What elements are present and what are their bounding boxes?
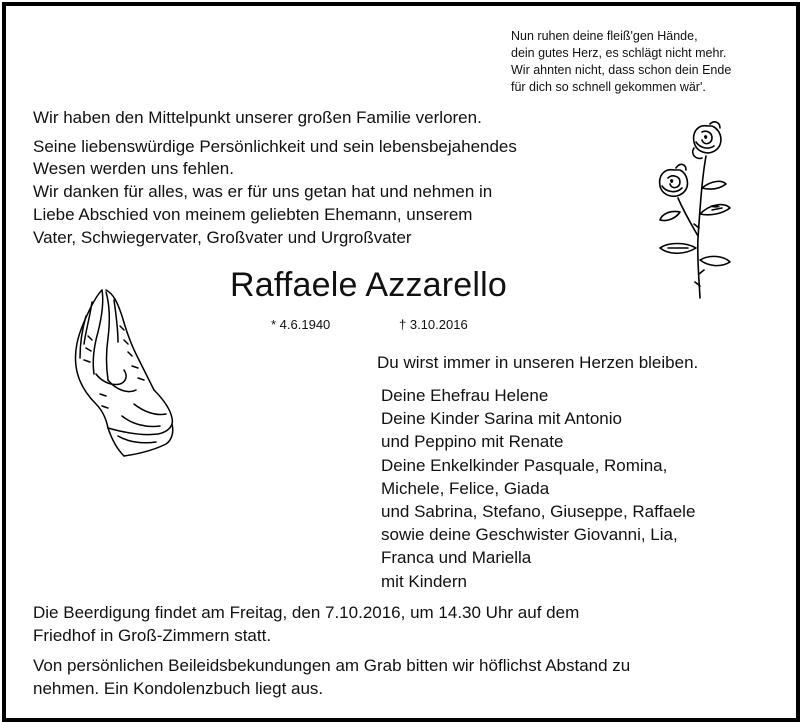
family-line: Deine Kinder Sarina mit Antonio [381,409,622,429]
intro-line-3: Wesen werden uns fehlen. [33,159,234,178]
family-list [381,384,695,593]
motto: Du wirst immer in unseren Herzen bleiben. [377,353,699,372]
family-line: Deine Ehefrau Helene [381,386,549,405]
family-line: und Sabrina, Stefano, Giuseppe, Raffaele [381,502,696,522]
praying-hands-icon [62,286,182,458]
poem [511,28,731,96]
funeral-line-1: Die Beerdigung findet am Freitag, den 7.10.2016, um 14.30 Uhr auf dem [33,603,580,622]
funeral-line-2: Friedhof in Groß-Zimmern statt. [33,626,272,645]
intro-line-6: Vater, Schwiegervater, Großvater und Urgroßvater [33,228,412,247]
intro-line-5: Liebe Abschied von meinem geliebten Ehemann, unserem [33,205,473,224]
birth-date: * 4.6.1940 [271,317,331,332]
deceased-name: Raffaele Azzarello [230,266,508,304]
intro-line-1: Wir haben den Mittelpunkt unserer großen Familie verloren. [33,108,482,127]
family-line: und Peppino mit Renate [381,432,564,452]
poem-line: Wir ahnten nicht, dass schon dein Ende [511,63,732,77]
condolence-line-2: nehmen. Ein Kondolenzbuch liegt aus. [33,679,324,698]
condolence-line-1: Von persönlichen Beileidsbekundungen am Grab bitten wir höflichst Abstand zu [33,656,631,675]
family-line: Franca und Mariella [381,548,532,568]
family-line: sowie deine Geschwister Giovanni, Lia, [381,525,678,545]
family-line: mit Kindern [381,571,467,591]
poem-line: dein gutes Herz, es schlägt nicht mehr. [511,46,727,60]
intro-line-4: Wir danken für alles, was er für uns getan hat und nehmen in [33,182,493,201]
family-line: Michele, Felice, Giada [381,478,550,498]
death-date: † 3.10.2016 [399,317,468,332]
rose-icon [650,118,750,300]
family-line: Deine Enkelkinder Pasquale, Romina, [381,455,668,475]
intro-line-2: Seine liebenswürdige Persönlichkeit und sein lebensbejahendes [33,137,517,156]
poem-line: für dich so schnell gekommen wär'. [511,80,706,94]
poem-line: Nun ruhen deine fleiß'gen Hände, [511,29,698,43]
